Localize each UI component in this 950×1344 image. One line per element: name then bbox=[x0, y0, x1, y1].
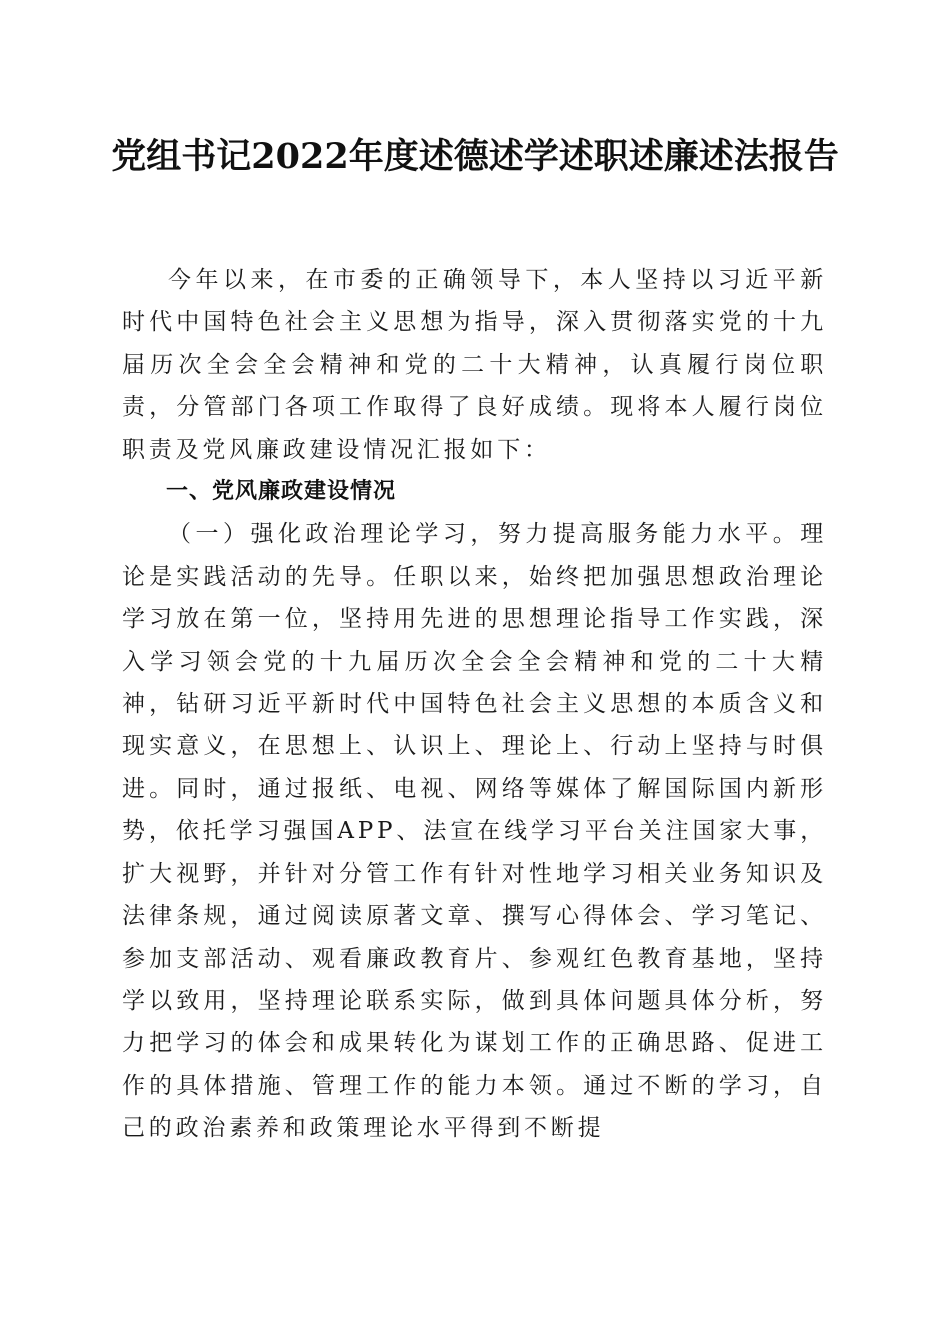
subsection-body: 理论是实践活动的先导。任职以来，始终把加强思想政治理论学习放在第一位，坚持用先进的思想理论指导工作实践，深入学习领会党的十九届历次全会全会精神和党的二十大精神，钻研习近平新时代中国特色社会主义思想的本质含义和现实意义，在思想上、认识上、理论上、行动上坚持与时俱进。同时，通过报纸、电视、网络等媒体了解国际国内新形势，依托学习强国APP、法宣在线学习平台关注国家大事，扩大视野，并针对分管工作有针对性地学习相关业务知识及法律条规，通过阅读原著文章、撰写心得体会、学习笔记、参加支部活动、观看廉政教育片、参观红色教育基地，坚持学以致用，坚持理论联系实际，做到具体问题具体分析，努力把学习的体会和成果转化为谋划工作的正确思路、促进工作的具体措施、管理工作的能力本领。通过不断的学习，自己的政治素养和政策理论水平得到不断提 bbox=[122, 521, 827, 1142]
subsection-heading: （一）强化政治理论学习，努力提高服务能力水平。 bbox=[168, 521, 801, 548]
section-heading: 一、党风廉政建设情况 bbox=[166, 479, 397, 505]
intro-paragraph: 今年以来，在市委的正确领导下，本人坚持以习近平新时代中国特色社会主义思想为指导，深入贯彻落实党的十九届历次全会全会精神和党的二十大精神，认真履行岗位职责，分管部门各项工作取得了良好成绩。现将本人履行岗位职责及党风廉政建设情况汇报如下： bbox=[122, 267, 827, 463]
document-body bbox=[122, 259, 827, 1150]
document-title: 党组书记2022年度述德述学述职述廉述法报告 bbox=[111, 136, 839, 177]
subsection-paragraph bbox=[122, 513, 827, 1149]
